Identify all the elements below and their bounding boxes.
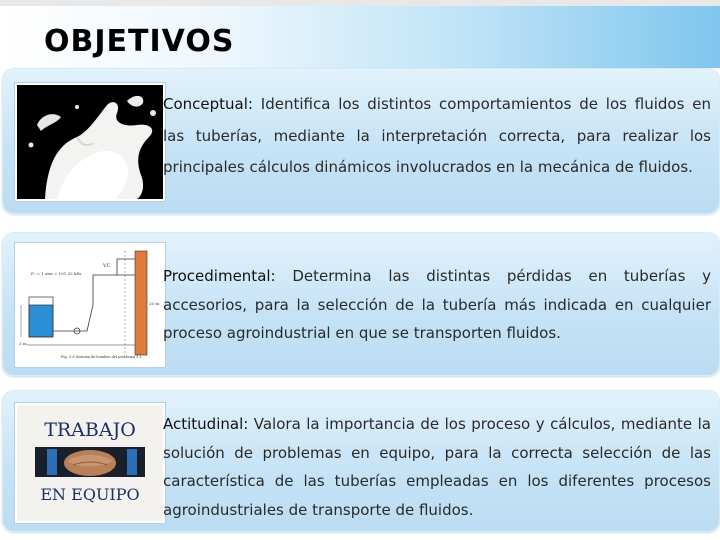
diagram-level-label: 3 m [19,341,27,346]
milk-splash-icon [17,85,163,199]
pump-system-diagram [15,243,165,367]
teamwork-poster-image [15,403,165,523]
objective-text-actitudinal [163,410,711,524]
diagram-caption: Fig. 3.8 Sistema de bombeo del problema 3.1 [61,355,142,359]
objective-text-conceptual [163,89,711,184]
poster-title-top: TRABAJO [44,419,136,441]
diagram-valve-label: VC [103,263,111,269]
objective-panel-actitudinal [2,390,720,532]
pump-diagram-icon [17,245,163,365]
objective-description: Determina las distintas pérdidas en tuberías y accesorios, para la selección de la tubería más indicada en cualquier proceso agroindustrial en que se transporten fluidos. [163,267,711,342]
objective-panel-procedimental [2,232,720,376]
objective-panel-conceptual [2,68,720,214]
poster-title-bottom: EN EQUIPO [40,485,140,504]
diagram-pressure-label: P₀ = 1 atm = 101,33 kPa [31,271,82,276]
objective-description: Valora la importancia de los proceso y cálculos, mediante la solución de problemas en equipo, para la correcta selección de las característica de las tuberías empleadas en los diferentes procesos agroindustriales de transporte de fluidos. [163,415,711,519]
objective-label: Conceptual: [163,95,253,113]
objective-text-procedimental [163,262,711,348]
objective-label: Actitudinal: [163,415,249,433]
slide-title: OBJETIVOS [44,24,235,59]
milk-splash-image [15,83,165,201]
objective-description: Identifica los distintos comportamientos de los fluidos en las tuberías, mediante la interpretación correcta, para realizar los principales cálculos dinámicos involucrados en la mecánica de fluidos. [163,95,711,176]
objective-label: Procedimental: [163,267,276,285]
diagram-height-label: 20 m [149,301,160,306]
